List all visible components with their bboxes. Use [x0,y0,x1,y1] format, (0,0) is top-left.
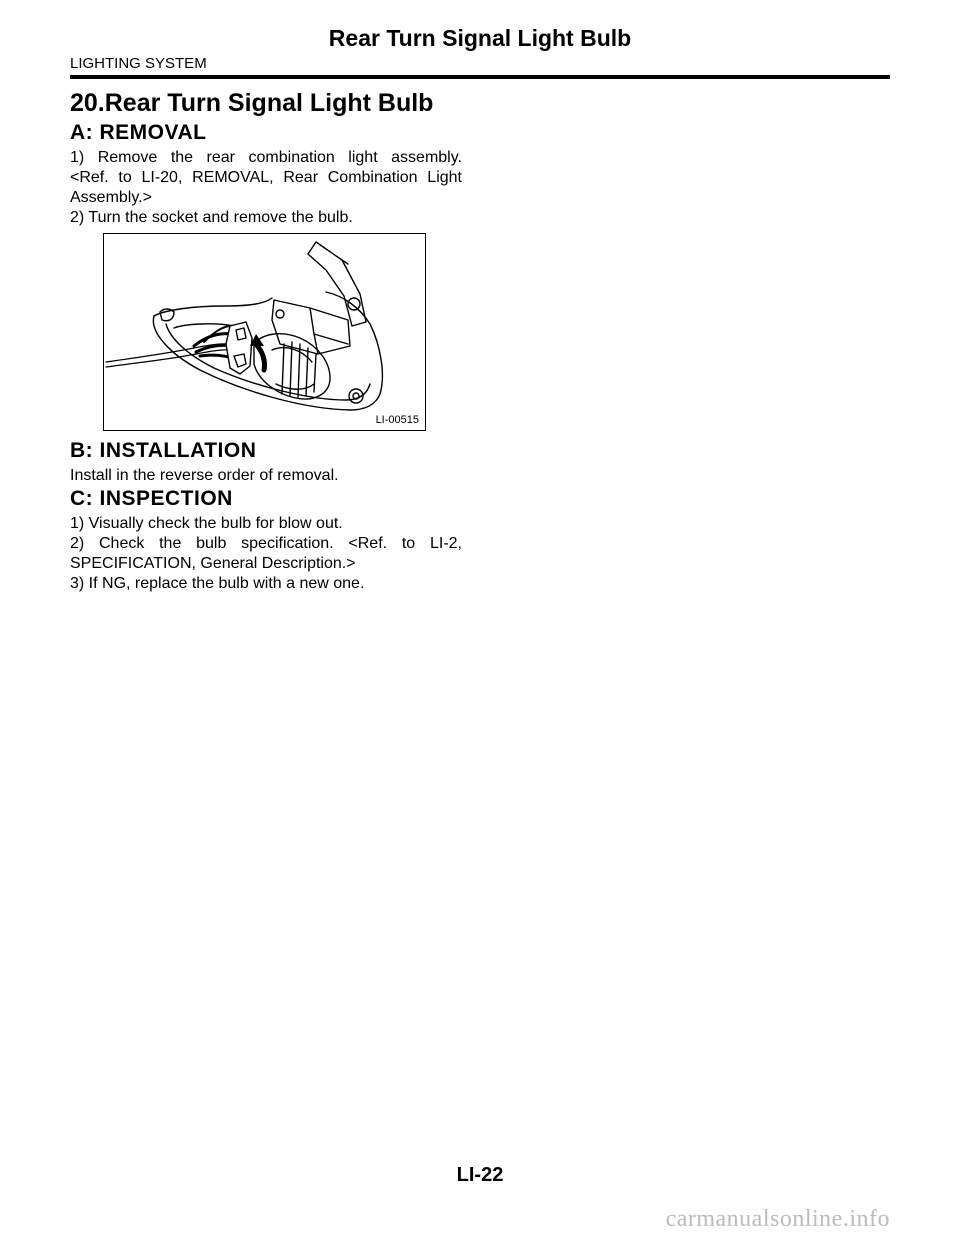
removal-line-4: 2) Turn the socket and remove the bulb. [70,209,353,226]
running-title: Rear Turn Signal Light Bulb [328,25,632,51]
removal-heading: A: REMOVAL [70,121,207,144]
inspection-section [70,486,462,594]
header-rule [70,75,890,79]
removal-section [70,120,462,228]
figure-code: LI-00515 [375,414,419,426]
section-label: LIGHTING SYSTEM [70,55,207,72]
inspection-line-3: SPECIFICATION, General Description.> [70,555,356,572]
page-number: LI-22 [456,1164,504,1186]
inspection-line-2: 2) Check the bulb specification. <Ref. to LI-2, [70,535,462,552]
inspection-heading: C: INSPECTION [70,487,233,510]
removal-line-1: 1) Remove the rear combination light assembly. [70,149,462,166]
installation-section [70,438,462,486]
bulb-removal-figure [103,233,426,431]
rear-lamp-socket-illustration [104,234,424,429]
watermark: carmanualsonline.info [665,1206,890,1232]
main-heading: 20.Rear Turn Signal Light Bulb [70,89,434,117]
inspection-line-4: 3) If NG, replace the bulb with a new one. [70,575,365,592]
installation-line-1: Install in the reverse order of removal. [70,467,339,484]
removal-line-3: Assembly.> [70,189,152,206]
removal-line-2: <Ref. to LI-20, REMOVAL, Rear Combination Light [70,169,462,186]
inspection-line-1: 1) Visually check the bulb for blow out. [70,515,343,532]
installation-heading: B: INSTALLATION [70,439,257,462]
